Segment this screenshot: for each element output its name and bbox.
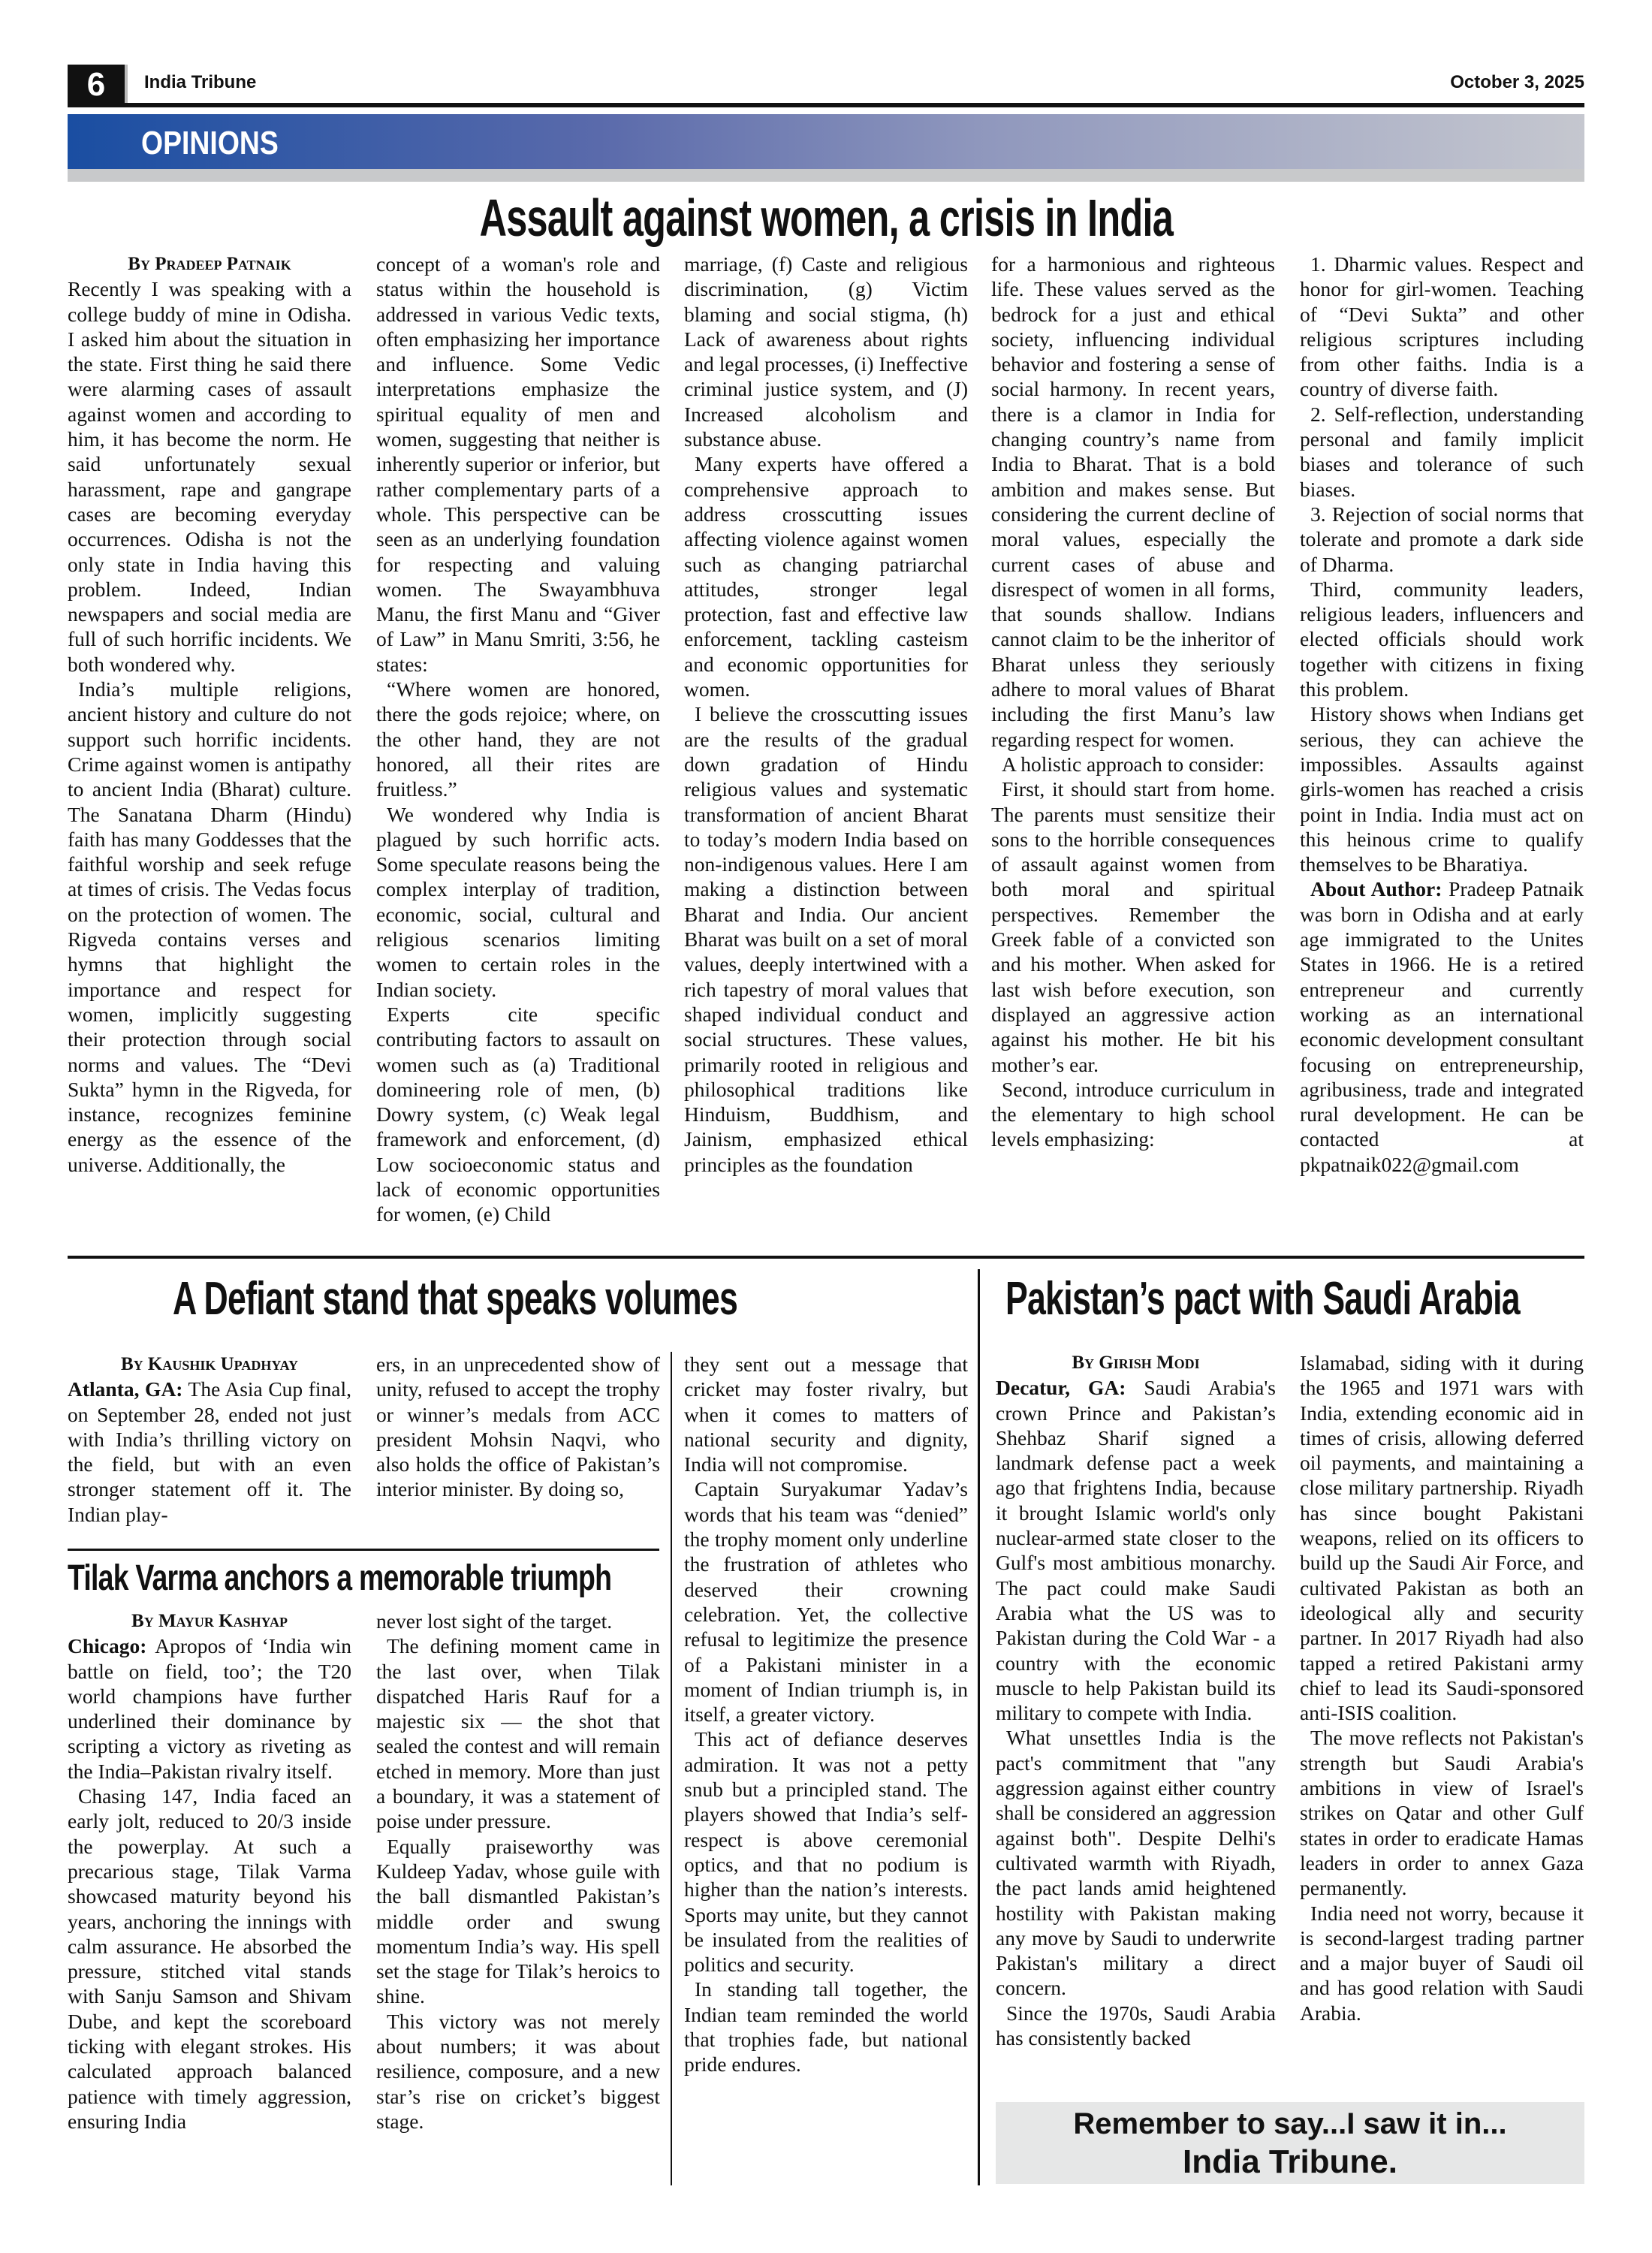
paragraph: ers, in an unprecedented show of unity, refused to accept the trophy or winner’s medals from ACC president Mohsin Naqvi, who also holds the office of Pakistan’s interior minister. By doing so, <box>376 1353 660 1501</box>
paragraph: Islamabad, siding with it during the 1965 and 1971 wars with India, extending economic aid in times of crisis, allowing deferred oil payments, and maintaining a close military partnership. Riyadh has since bought Pakistani weapons, relied on its officers to build up the Saudi Air Force, and cultivated Pakistan as both an ideological ally and security partner. In 2017 Riyadh had also tapped a retired Pakistani army chief to lead its Saudi-sponsored anti-ISIS coalition. <box>1300 1351 1584 1725</box>
publication-name: India Tribune <box>144 72 257 92</box>
article4-column-1 <box>996 1350 1276 2050</box>
paragraph: Chasing 147, India faced an early jolt, reduced to 20/3 inside the powerplay. At such a precarious stage, Tilak Varma showcased maturity beyond his years, anchoring the innings with calm assurance. He absorbed the pressure, stitched vital stands with Sanju Samson and Shivam Dube, and kept the scoreboard ticking with elegant strokes. His calculated approach balanced patience with timely aggression, ensuring India <box>68 1784 351 2133</box>
paragraph: The move reflects not Pakistan's strength but Saudi Arabia's ambitions in view of Israel's strikes on Qatar and other Gulf states in order to eradicate Hamas leaders in order to annex Gaza permanently. <box>1300 1726 1584 1900</box>
headline-assault <box>0 188 1652 248</box>
promo-line-1: Remember to say...I saw it in... <box>1073 2107 1507 2140</box>
byline: By Girish Modi <box>1072 1353 1200 1373</box>
article1-column-3 <box>684 252 968 1177</box>
section-banner <box>68 114 1584 169</box>
paragraph: First, it should start from home. The parents must sensitize their sons to the horrible consequences of assault against women from both moral and spiritual perspectives. Remember the Greek fable of a convicted son and his mother. When asked for last wish before execution, son displayed an aggressive action against his mother. He bit his mother’s ear. <box>991 777 1275 1076</box>
paragraph: Recently I was speaking with a college buddy of mine in Odisha. I asked him about the situation in the state. First thing he said there were alarming cases of assault against women and according to him, it has become the norm. He said unfortunately sexual harassment, rape and gangrape cases are becoming everyday occurrences. Odisha is not the only state in India having this problem. Indeed, Indian newspapers and social media are full of such horrific incidents. We both wondered why. <box>68 277 351 676</box>
paragraph: marriage, (f) Caste and religious discrimination, (g) Victim blaming and social stigma, (h) Lack of awareness about rights and legal processes, (i) Ineffective criminal justice system, and (J) Increased alcoholism and substance abuse. <box>684 252 968 451</box>
paragraph: “Where women are honored, there the gods rejoice; where, on the other hand, they are not honored, all their rites are fruitless.” <box>376 677 660 801</box>
paragraph: Equally praiseworthy was Kuldeep Yadav, whose guile with the ball dismantled Pakistan’s middle order and swung momentum India’s way. His spell set the stage for Tilak’s heroics to shine. <box>376 1834 660 2008</box>
article2-column-3 <box>684 1352 968 2077</box>
section-rule <box>68 1549 659 1551</box>
paragraph: India need not worry, because it is second-largest trading partner and a major buyer of Saudi oil and has good relation with Saudi Arabia. <box>1300 1901 1584 2025</box>
paragraph: I believe the crosscutting issues are the results of the gradual down gradation of Hindu religious values and systematic transformation of ancient Bharat to today’s modern India based on non-indigenous values. Here I am making a distinction between Bharat and India. Our ancient Bharat was built on a set of moral values, deeply intertwined with a rich tapestry of moral values that shaped individual conduct and social structures. These values, primarily rooted in religious and philosophical traditions like Hinduism, Buddhism, and Jainism, emphasized ethical principles as the foundation <box>684 702 968 1176</box>
headline-pakistan <box>1005 1272 1652 1326</box>
paragraph: In standing tall together, the Indian team reminded the world that trophies fade, but national pride endures. <box>684 1977 968 2077</box>
section-banner-strip <box>68 169 1584 182</box>
paragraph: A holistic approach to consider: <box>1002 752 1265 776</box>
about-author-text: Pradeep Patnaik was born in Odisha and at early age immigrated to the Unites States in 1966. He is a retired entrepreneur and currently working as an international economic development consultant focusing on entrepreneurship, agribusiness, trade and integrated rural development. He can be contacted at pkpatnaik022@gmail.com <box>1300 877 1584 1176</box>
paragraph: What unsettles India is the pact's commitment that "any aggression against either country shall be considered an aggression against both". Despite Delhi's cultivated warmth with Riyadh, the pact lands amid heightened hostility with Pakistan making any move by Saudi to underwrite Pakistan's military a direct concern. <box>996 1726 1276 2000</box>
lead-text: Apropos of ‘India win battle on field, too’; the T20 world champions have further underlined their dominance by scripting a victory as riveting as the India–Pakistan rivalry itself. <box>68 1634 351 1783</box>
paragraph: 3. Rejection of social norms that tolerate and promote a dark side of Dharma. <box>1300 502 1584 576</box>
paragraph: We wondered why India is plagued by such horrific acts. Some speculate reasons being the complex interplay of tradition, economic, social, cultural and religious scenarios limiting women to certain roles in the Indian society. <box>376 802 660 1001</box>
paragraph: Since the 1970s, Saudi Arabia has consistently backed <box>996 2001 1276 2050</box>
paragraph: This act of defiance deserves admiration. It was not a petty snub but a principled stand. The players showed that India’s self-respect is above ceremonial optics, and that no podium is higher than the nation’s interests. Sports may unite, but they cannot be insulated from the realities of politics and security. <box>684 1727 968 1977</box>
dateline: Decatur, GA: <box>996 1376 1126 1400</box>
headline-text: A Defiant stand that speaks volumes <box>173 1273 738 1325</box>
about-author-label: About Author: <box>1310 877 1442 901</box>
paragraph: India’s multiple religions, ancient history and culture do not support such horrific incidents. Crime against women is antipathy to ancient India (Bharat) culture. The Sanatana Dharm (Hindu) faith has many Goddesses that the faithful worship and seek refuge at times of crisis. The Vedas focus on the protection of women. The Rigveda contains verses and hymns that highlight the importance and respect for women, implicitly suggesting their protection through social norms and values. The “Devi Sukta” hymn in the Rigveda, for instance, recognizes feminine energy as the essence of the universe. Additionally, the <box>68 677 351 1176</box>
byline: By Kaushik Upadhyay <box>120 1354 299 1374</box>
dateline: Chicago: <box>68 1634 147 1658</box>
paragraph: they sent out a message that cricket may foster rivalry, but when it comes to matters of national security and dignity, India will not compromise. <box>684 1353 968 1476</box>
article4-column-2 <box>1300 1350 1584 2025</box>
lead-paragraph <box>68 1633 351 1784</box>
paragraph: Many experts have offered a comprehensive approach to address crosscutting issues affecting violence against women such as changing patriarchal attitudes, stronger legal protection, fast and effective law enforcement, tackling casteism and economic opportunities for women. <box>684 452 968 701</box>
promo-line-2: India Tribune. <box>1182 2143 1398 2180</box>
page-number: 6 <box>68 65 125 105</box>
headline-text: Pakistan’s pact with Saudi Arabia <box>1005 1273 1520 1325</box>
lead-paragraph <box>996 1375 1276 1725</box>
article3-column-2 <box>376 1609 660 2134</box>
lead-text: Saudi Arabia's crown Prince and Pakistan’s Shehbaz Sharif signed a landmark defense pact a week ago that frightens India, because it brought Islamic world's only nuclear-armed state closer to the Gulf's most ambitious monarchy. The pact could make Saudi Arabia what the US was to Pakistan during the Cold War - a country with the economic muscle to help Pakistan build its military to compete with India. <box>996 1376 1276 1725</box>
paragraph: for a harmonious and righteous life. These values served as the bedrock for a just and ethical society, influencing individual behavior and fostering a sense of social harmony. In recent years, there is a clamor in India for changing country’s name from India to Bharat. That is a bold ambition and makes sense. But considering the current decline of moral values, especially the current cases of abuse and disrespect of women in all forms, that sounds shallow. Indians cannot claim to be the inheritor of Bharat unless they seriously adhere to moral values of Bharat including the first Manu’s law regarding respect for women. <box>991 252 1275 751</box>
headline-defiant <box>173 1272 957 1326</box>
article1-column-5 <box>1300 252 1584 1177</box>
column-divider <box>978 1269 980 2185</box>
lead-paragraph <box>68 1377 351 1527</box>
paragraph: never lost sight of the target. <box>376 1609 613 1633</box>
dateline: Atlanta, GA: <box>68 1377 183 1401</box>
paragraph: Captain Suryakumar Yadav’s words that his team was “denied” the trophy moment only underline the frustration of athletes who deserved their crowning celebration. Yet, the collective refusal to legitimize the presence of a Pakistani minister in a moment of Indian triumph is, in itself, a greater victory. <box>684 1477 968 1727</box>
paragraph: Second, introduce curriculum in the elementary to high school levels emphasizing: <box>991 1077 1275 1151</box>
paragraph: The defining moment came in the last over, when Tilak dispatched Haris Rauf for a majestic six — the shot that sealed the contest and will remain etched in memory. More than just a boundary, it was a statement of poise under pressure. <box>376 1634 660 1833</box>
paragraph: This victory was not merely about numbers; it was about resilience, composure, and a new star’s rise on cricket’s biggest stage. <box>376 2009 660 2133</box>
byline: By Mayur Kashyap <box>131 1611 288 1631</box>
headline-text: Assault against women, a crisis in India <box>479 189 1173 247</box>
article2-column-2 <box>376 1352 660 1502</box>
article1-column-1 <box>68 252 351 1177</box>
about-author <box>1300 876 1584 1177</box>
headline-tilak <box>68 1558 764 1599</box>
lead-text: The Asia Cup final, on September 28, ended not just with India’s thrilling victory on the field, but with an even stronger statement off it. The Indian play- <box>68 1377 351 1526</box>
header-rule <box>68 103 1584 107</box>
paragraph: 2. Self-reflection, understanding personal and family implicit biases and tolerance of such biases. <box>1300 402 1584 501</box>
paragraph: concept of a woman's role and status within the household is addressed in various Vedic texts, often emphasizing her importance and influence. Some Vedic interpretations emphasize the spiritual equality of men and women, suggesting that neither is inherently superior or inferior, but rather complementary parts of a whole. This perspective can be seen as an underlying foundation for respecting and valuing women. The Swayambhuva Manu, the first Manu and “Giver of Law” in Manu Smriti, 3:56, he states: <box>376 252 660 676</box>
promo-box <box>996 2102 1584 2184</box>
article2-column-1 <box>68 1352 351 1527</box>
article1-column-4 <box>991 252 1275 1152</box>
column-divider <box>671 1352 672 2185</box>
paragraph: History shows when Indians get serious, they can achieve the impossibles. Assaults against girls-women has reached a crisis point in India. India must act on this heinous crime to qualify themselves to be Bharatiya. <box>1300 702 1584 876</box>
section-title: OPINIONS <box>141 125 279 161</box>
paragraph: Experts cite specific contributing factors to assault on women such as (a) Traditional domineering role of men, (b) Dowry system, (c) Weak legal framework and enforcement, (d) Low socioeconomic status and lack of economic opportunities for women, (e) Child <box>376 1002 660 1226</box>
headline-text: Tilak Varma anchors a memorable triumph <box>68 1558 612 1598</box>
article1-column-2 <box>376 252 660 1227</box>
section-rule <box>68 1256 1584 1259</box>
issue-date: October 3, 2025 <box>1450 72 1584 92</box>
byline: By Pradeep Patnaik <box>128 254 291 274</box>
header-divider <box>125 65 128 104</box>
article3-column-1 <box>68 1609 351 2134</box>
paragraph: Third, community leaders, religious leaders, influencers and elected officials should work together with citizens in fixing this problem. <box>1300 577 1584 701</box>
paragraph: 1. Dharmic values. Respect and honor for girl-women. Teaching of “Devi Sukta” and other religious scriptures including from other faiths. India is a country of diverse faith. <box>1300 252 1584 401</box>
